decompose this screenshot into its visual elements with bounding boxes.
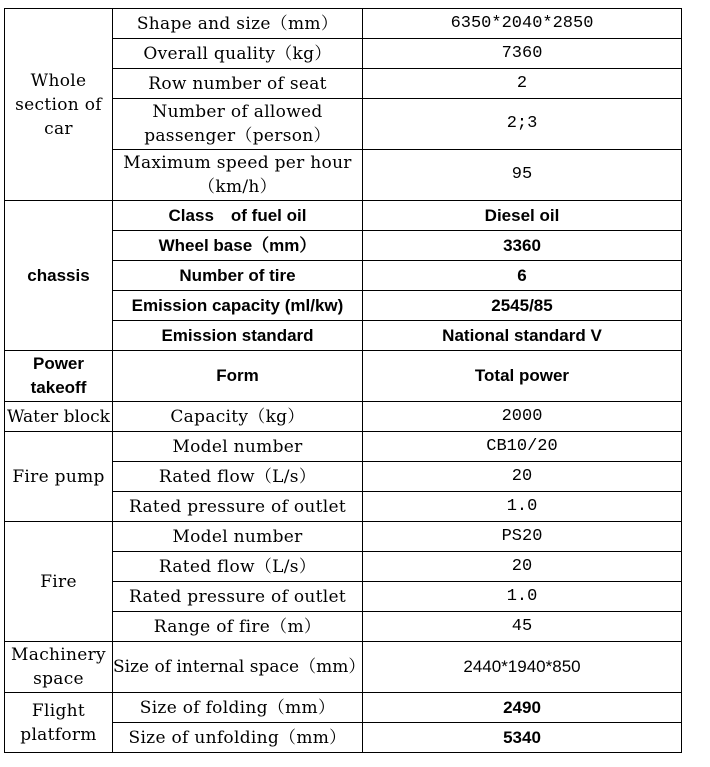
value-cell: 20 [363,462,682,492]
value-cell: 45 [363,612,682,642]
table-row [5,9,682,39]
specification-table [4,8,682,753]
table-row [5,432,682,462]
label-cell: Range of fire（m） [113,612,363,642]
label-cell: Number of allowed passenger（person） [113,99,363,150]
label-cell: Form [113,351,363,402]
label-cell: Emission capacity (ml/kw) [113,291,363,321]
category-cell: Flight platform [5,693,113,753]
table-row [5,642,682,693]
category-cell: chassis [5,201,113,351]
value-cell: 6350*2040*2850 [363,9,682,39]
value-cell: 1.0 [363,492,682,522]
value-cell: 2545/85 [363,291,682,321]
label-cell: Rated flow（L/s） [113,552,363,582]
category-cell: Fire pump [5,432,113,522]
category-cell: Water block [5,402,113,432]
value-cell: 6 [363,261,682,291]
value-cell: Diesel oil [363,201,682,231]
table-row [5,522,682,552]
value-cell: 7360 [363,39,682,69]
label-cell: Size of folding（mm） [113,693,363,723]
value-cell: CB10/20 [363,432,682,462]
category-cell: Whole section of car [5,9,113,201]
value-cell: 2440*1940*850 [363,642,682,693]
label-cell: Size of internal space（mm） [113,642,363,693]
value-cell: 1.0 [363,582,682,612]
value-cell: Total power [363,351,682,402]
value-cell: 3360 [363,231,682,261]
label-cell: Model number [113,432,363,462]
label-cell: Rated pressure of outlet [113,582,363,612]
label-cell: Capacity（kg） [113,402,363,432]
category-cell: Fire [5,522,113,642]
category-cell: Machinery space [5,642,113,693]
label-cell: Model number [113,522,363,552]
table-row [5,693,682,723]
label-cell: Maximum speed per hour（km/h） [113,150,363,201]
label-cell: Overall quality（kg） [113,39,363,69]
value-cell: 5340 [363,723,682,753]
table-row [5,351,682,402]
label-cell: Emission standard [113,321,363,351]
table-row [5,201,682,231]
value-cell: National standard V [363,321,682,351]
value-cell: 20 [363,552,682,582]
label-cell: Rated flow（L/s） [113,462,363,492]
label-cell: Shape and size（mm） [113,9,363,39]
table-row [5,402,682,432]
value-cell: PS20 [363,522,682,552]
value-cell: 95 [363,150,682,201]
label-cell: Wheel base（mm） [113,231,363,261]
value-cell: 2490 [363,693,682,723]
value-cell: 2000 [363,402,682,432]
category-cell: Power takeoff [5,351,113,402]
label-cell: Rated pressure of outlet [113,492,363,522]
value-cell: 2 [363,69,682,99]
value-cell: 2;3 [363,99,682,150]
label-cell: Size of unfolding（mm） [113,723,363,753]
label-cell: Row number of seat [113,69,363,99]
label-cell: Class of fuel oil [113,201,363,231]
label-cell: Number of tire [113,261,363,291]
